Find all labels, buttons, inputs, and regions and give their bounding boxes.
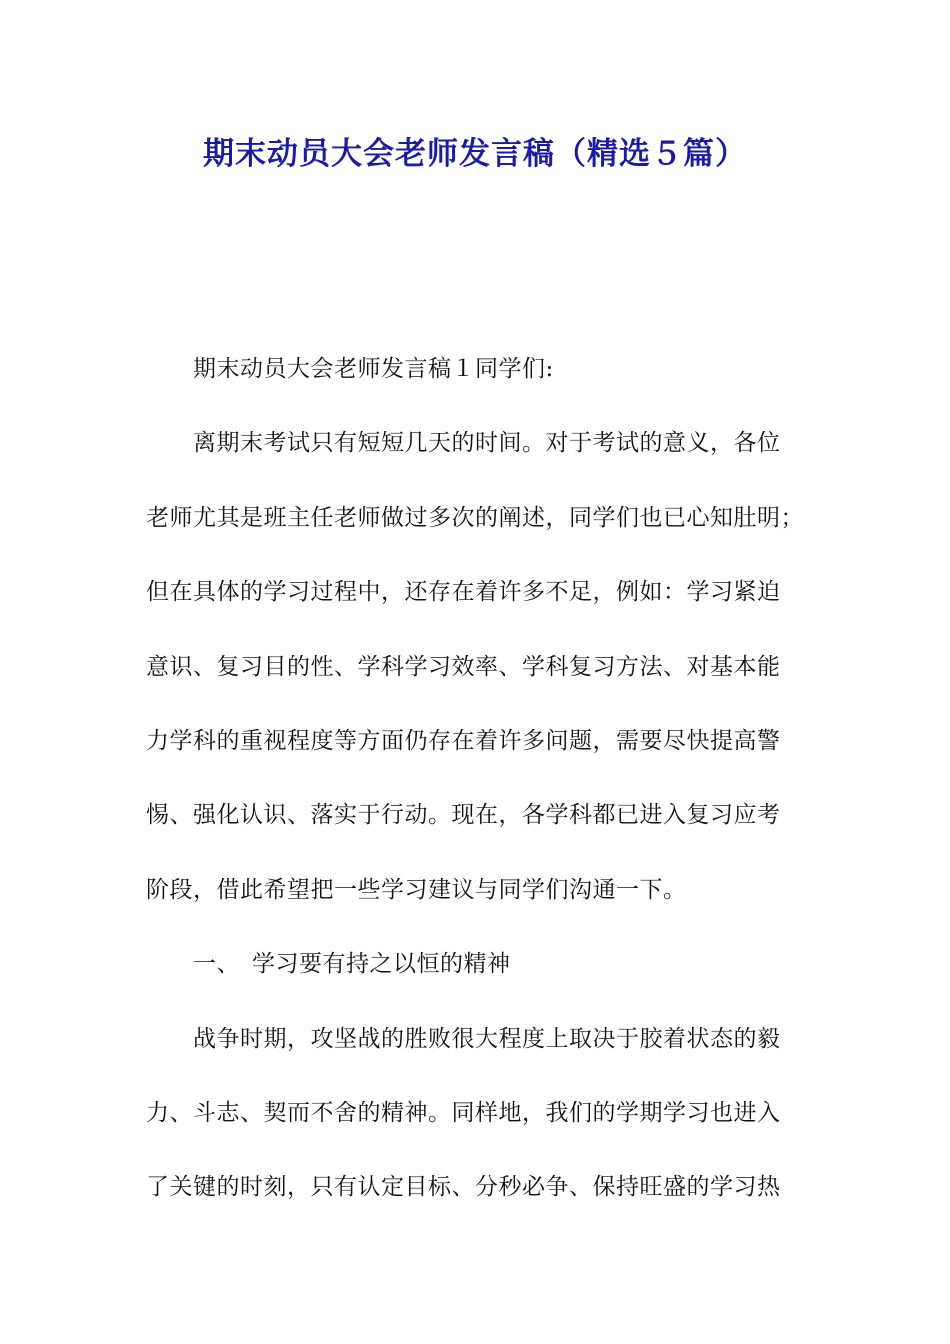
paragraph-line: 老师尤其是班主任老师做过多次的阐述，同学们也已心知肚明； [146,505,804,531]
paragraph-line: 战争时期，攻坚战的胜败很大程度上取决于胶着状态的毅 [193,1026,781,1052]
paragraph-line: 但在具体的学习过程中，还存在着许多不足，例如：学习紧迫 [146,579,781,605]
paragraph-line: 离期末考试只有短短几天的时间。对于考试的意义，各位 [193,430,781,456]
paragraph-line: 阶段，借此希望把一些学习建议与同学们沟通一下。 [146,877,687,903]
paragraph-line: 意识、复习目的性、学科学习效率、学科复习方法、对基本能 [146,654,781,680]
section-heading-line: 一、 学习要有持之以恒的精神 [193,951,511,977]
paragraph-line: 了关键的时刻，只有认定目标、分秒必争、保持旺盛的学习热 [146,1174,781,1200]
paragraph-line: 惕、强化认识、落实于行动。现在，各学科都已进入复习应考 [146,802,781,828]
paragraph-line: 力学科的重视程度等方面仍存在着许多问题，需要尽快提高警 [146,728,781,754]
paragraph-line: 力、斗志、契而不舍的精神。同样地，我们的学期学习也进入 [146,1100,781,1126]
document-title: 期末动员大会老师发言稿（精选５篇） [203,136,747,172]
speech-heading-line: 期末动员大会老师发言稿１同学们: [193,356,554,382]
